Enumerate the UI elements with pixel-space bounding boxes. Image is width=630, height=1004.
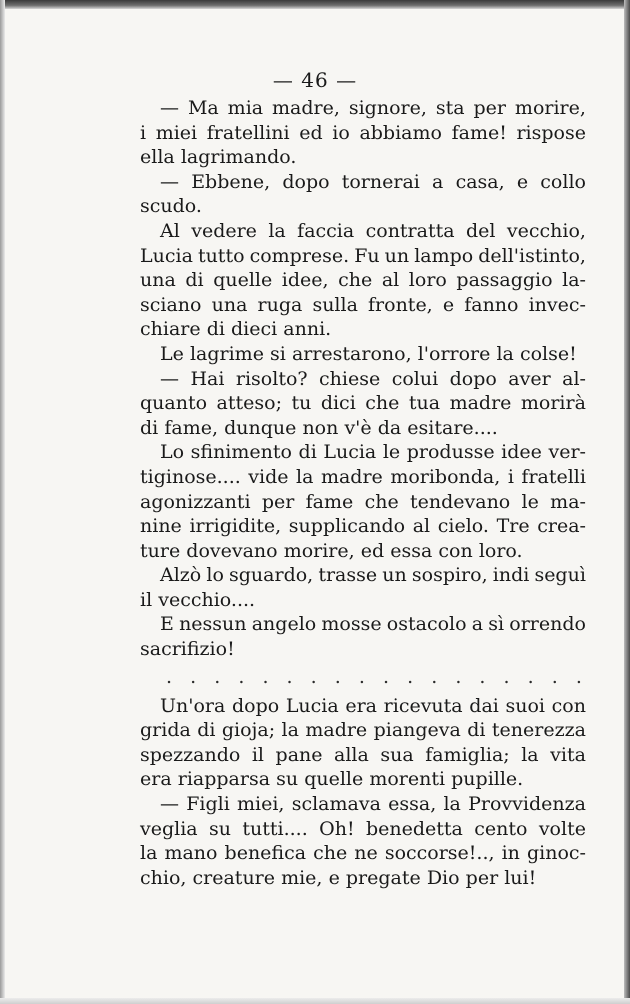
paragraph [140,367,586,441]
text-section-top [140,96,586,662]
text-line: veglia su tutti.... Oh! benedetta cento volte [140,817,586,840]
text-line: di fame, dunque non v'è da esitare.... [140,416,498,439]
page-number: — 46 — [272,68,358,92]
text-line: agonizzanti per fame che tendevano le ma- [140,490,586,513]
paragraph [140,342,586,367]
text-line: i miei fratellini ed io abbiamo fame! rispose [140,121,586,144]
text-line: la mano benefica che ne soccorse!.., in ginoc- [140,842,586,865]
text-line: ella lagrimando. [140,146,297,169]
text-line: il vecchio.... [140,588,256,611]
text-line: E nessun angelo mosse ostacolo a sì orrendo [160,613,586,636]
body-text [140,96,586,890]
text-line: — Figli miei, sclamava essa, la Provvidenza [160,793,586,816]
text-line: Al vedere la faccia contratta del vecchio, [160,219,586,242]
text-line: Lo sfinimento di Lucia le produsse idee ver- [160,441,586,464]
paragraph [140,170,586,219]
paragraph [140,96,586,170]
text-line: Le lagrime si arrestarono, l'orrore la colse! [160,342,577,365]
text-line: Lucia tutto comprese. Fu un lampo dell'istinto, [140,244,586,267]
paragraph [140,219,586,342]
text-line: — Ma mia madre, signore, sta per morire, [160,97,586,119]
text-line: sacrifizio! [140,638,235,661]
text-line: nine irrigidite, supplicando al cielo. Tre crea- [140,515,586,538]
page-top-edge [0,0,630,9]
text-line: — Ebbene, dopo tornerai a casa, e collo [160,170,586,193]
paragraph [140,612,586,661]
text-line: ture dovevano morire, ed essa con loro. [140,539,523,562]
page-left-edge [0,0,5,1004]
paragraph [140,694,586,792]
paragraph [140,792,586,890]
text-line: — Hai risolto? chiese colui dopo aver al- [160,367,586,390]
section-separator: . . . . . . . . . . . . . . . . . . [166,665,582,688]
text-line: Un'ora dopo Lucia era ricevuta dai suoi con [160,694,586,717]
text-line: quanto atteso; tu dici che tua madre morirà [140,392,586,415]
text-line: Alzò lo sguardo, trasse un sospiro, indi seguì [160,564,586,587]
paragraph [140,440,586,563]
page-bottom-edge [0,998,630,1004]
text-line: una di quelle idee, che al loro passaggio la- [140,269,586,292]
text-line: tiginose.... vide la madre moribonda, i fratelli [140,465,586,488]
text-line: era riapparsa su quelle morenti pupille. [140,768,524,791]
paragraph [140,563,586,612]
page-right-edge [624,0,630,1004]
text-line: chiare di dieci anni. [140,318,332,341]
text-section-bottom [140,694,586,891]
text-line: scudo. [140,195,202,218]
text-line: spezzando il pane alla sua famiglia; la vita [140,743,586,766]
text-line: sciano una ruga sulla fronte, e fanno invec- [140,293,586,316]
text-line: grida di gioja; la madre piangeva di tenerezza [140,719,586,742]
text-line: chio, creature mie, e pregate Dio per lui! [140,866,537,889]
